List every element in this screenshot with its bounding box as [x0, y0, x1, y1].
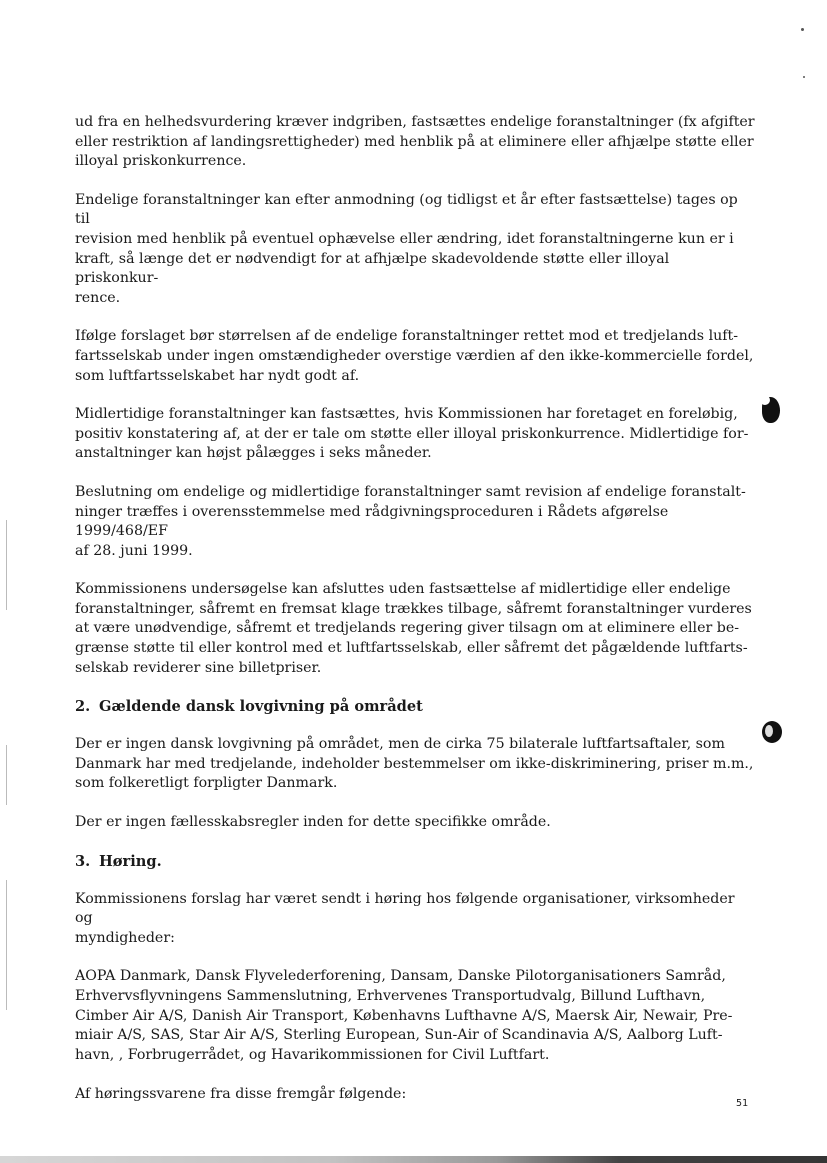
section-number: 2. — [75, 698, 91, 716]
text-line: Kommissionens forslag har været sendt i høring hos følgende organisationer, virksomheder og — [75, 890, 735, 927]
text-line: anstaltninger kan højst pålægges i seks måneder. — [75, 445, 432, 462]
text-line: Kommissionens undersøgelse kan afsluttes uden fastsættelse af midlertidige eller endelige — [75, 581, 731, 598]
text-line: af 28. juni 1999. — [75, 542, 193, 559]
paragraph-consultation-sent — [75, 890, 755, 949]
paragraph-consultation-responses — [75, 1085, 755, 1105]
scan-margin-line — [6, 745, 7, 805]
paragraph-no-danish-legislation — [75, 735, 755, 794]
text-line: foranstaltninger, såfremt en fremsat klage trækkes tilbage, såfremt foranstaltninger vurderes — [75, 600, 752, 617]
text-line: Erhvervsflyvningens Sammenslutning, Erhvervenes Transportudvalg, Billund Lufthavn, — [75, 988, 706, 1004]
punch-hole-mark — [762, 397, 780, 423]
text-line: Midlertidige foranstaltninger kan fastsættes, hvis Kommissionen har foretaget en foreløbig, — [75, 406, 738, 423]
text-line: miair A/S, SAS, Star Air A/S, Sterling European, Sun-Air of Scandinavia A/S, Aalborg Luft- — [75, 1027, 723, 1044]
paragraph-consultees-list — [75, 967, 755, 1065]
paragraph-revision — [75, 191, 755, 309]
text-line: som folkeretligt forpligter Danmark. — [75, 775, 338, 792]
scan-bottom-edge — [0, 1156, 827, 1163]
text-line: som luftfartsselskabet har nydt godt af. — [75, 367, 360, 384]
paragraph-provisional-measures — [75, 405, 755, 464]
text-line: havn, , Forbrugerrådet, og Havarikommissionen for Civil Luftfart. — [75, 1046, 550, 1063]
page-number: 51 — [736, 1098, 749, 1109]
scan-margin-line — [6, 880, 7, 1010]
text-line: Der er ingen fællesskabsregler inden for dette specifikke område. — [75, 814, 551, 831]
section-number: 3. — [75, 852, 91, 870]
paragraph-termination — [75, 580, 755, 678]
section-heading-consultation — [75, 852, 755, 872]
text-line: myndigheder: — [75, 929, 175, 946]
text-line: Af høringssvarene fra disse fremgår følgende: — [75, 1086, 407, 1103]
document-body — [75, 113, 755, 1105]
text-line: positiv konstatering af, at der er tale om støtte eller illoyal priskonkurrence. Midlertidige for- — [75, 425, 749, 442]
scan-speck — [801, 28, 804, 31]
text-line: Beslutning om endelige og midlertidige foranstaltninger samt revision af endelige foranstalt- — [75, 483, 746, 500]
text-line: Ifølge forslaget bør størrelsen af de endelige foranstaltninger rettet mod et tredjelands luft- — [75, 328, 739, 345]
paragraph-no-community-rules — [75, 813, 755, 833]
text-line: at være unødvendige, såfremt et tredjelands regering giver tilsagn om at eliminere eller be- — [75, 620, 740, 637]
text-line: Der er ingen dansk lovgivning på området, men de cirka 75 bilaterale luftfartsaftaler, som — [75, 736, 725, 753]
text-line: illoyal priskonkurrence. — [75, 153, 247, 170]
paragraph-decision-procedure — [75, 483, 755, 561]
text-line: ninger træffes i overensstemmelse med rådgivningsproceduren i Rådets afgørelse 1999/468/EF — [75, 503, 669, 540]
text-line: Danmark har med tredjelande, indeholder bestemmelser om ikke-diskriminering, priser m.m., — [75, 755, 754, 772]
text-line: ud fra en helhedsvurdering kræver indgriben, fastsættes endelige foranstaltninger (fx afgifter — [75, 114, 755, 130]
scan-margin-line — [6, 520, 7, 610]
text-line: Cimber Air A/S, Danish Air Transport, Københavns Lufthavne A/S, Maersk Air, Newair, Pre- — [75, 1007, 733, 1024]
text-line: selskab reviderer sine billetpriser. — [75, 659, 322, 676]
text-line: rence. — [75, 289, 121, 306]
section-title: Høring. — [99, 852, 162, 870]
text-line: fartsselskab under ingen omstændigheder overstige værdien af den ikke-kommercielle fordel, — [75, 347, 754, 364]
section-title: Gældende dansk lovgivning på området — [99, 698, 423, 716]
scan-speck — [803, 76, 805, 78]
text-line: eller restriktion af landingsrettigheder) med henblik på at eliminere eller afhjælpe støtte eller — [75, 133, 754, 150]
text-line: kraft, så længe det er nødvendigt for at afhjælpe skadevoldende støtte eller illoyal priskonkur- — [75, 250, 670, 287]
punch-hole-mark — [762, 721, 782, 743]
text-line: grænse støtte til eller kontrol med et luftfartsselskab, eller såfremt det pågældende luftfarts- — [75, 640, 748, 657]
text-line: AOPA Danmark, Dansk Flyvelederforening, Dansam, Danske Pilotorganisationers Samråd, — [75, 968, 726, 985]
section-heading-danish-legislation — [75, 697, 755, 717]
paragraph-size-of-measures — [75, 327, 755, 386]
text-line: revision med henblik på eventuel ophævelse eller ændring, idet foranstaltningerne kun er i — [75, 230, 734, 247]
paragraph-final-measures — [75, 113, 755, 172]
text-line: Endelige foranstaltninger kan efter anmodning (og tidligst et år efter fastsættelse) tages op til — [75, 191, 738, 228]
